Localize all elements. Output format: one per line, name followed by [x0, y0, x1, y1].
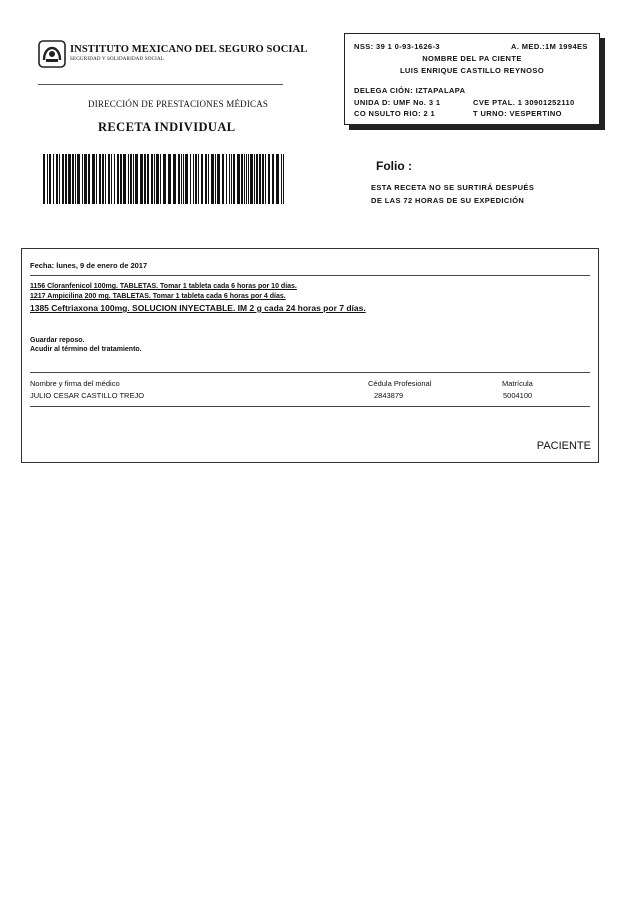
- doctor-name: JULIO CESAR CASTILLO TREJO: [30, 391, 145, 400]
- institution-subtitle: SEGURIDAD Y SOLIDARIDAD SOCIAL: [70, 57, 165, 62]
- barcode-icon: [43, 154, 284, 204]
- medication-item-2: 1217 Ampicilina 200 mg. TABLETAS. Tomar 1 tableta cada 6 horas por 4 días.: [30, 293, 286, 300]
- date-divider: [30, 275, 590, 276]
- patient-name-label: NOMBRE DEL PA CIENTE: [422, 54, 522, 63]
- indication-item-2: Acudir al término del tratamiento.: [30, 346, 142, 353]
- cve-ptal: CVE PTAL. 1 30901252110: [473, 98, 575, 107]
- nss: NSS: 39 1 0-93-1626-3: [354, 42, 440, 51]
- consultorio: CO NSULTO RIO: 2 1: [354, 109, 436, 118]
- document-title: RECETA INDIVIDUAL: [98, 120, 236, 134]
- cedula-value: 2843879: [374, 391, 404, 400]
- folio-label: Folio :: [376, 159, 412, 173]
- warning-line-1: ESTA RECETA NO SE SURTIRÁ DESPUÉS: [371, 183, 535, 192]
- matricula-label: Matrícula: [502, 379, 533, 388]
- matricula-value: 5004100: [503, 391, 533, 400]
- doctor-label: Nombre y firma del médico: [30, 379, 120, 388]
- warning-line-2: DE LAS 72 HORAS DE SU EXPEDICIÓN: [371, 196, 525, 205]
- patient-info-box: [344, 33, 600, 125]
- prescription-date: Fecha: lunes, 9 de enero de 2017: [30, 261, 148, 270]
- prescription-box: [21, 248, 599, 463]
- unidad: UNIDA D: UMF No. 3 1: [354, 98, 441, 107]
- delegacion: DELEGA CIÓN: IZTAPALAPA: [354, 86, 466, 95]
- indication-item-1: Guardar reposo.: [30, 337, 85, 344]
- medico-id: A. MED.:1M 1994ES: [511, 42, 588, 51]
- direction-heading: DIRECCIÓN DE PRESTACIONES MÉDICAS: [88, 99, 269, 109]
- signature-top-divider: [30, 372, 590, 373]
- medication-item-3: 1385 Ceftriaxona 100mg. SOLUCION INYECTABLE. IM 2 g cada 24 horas por 7 días.: [30, 303, 366, 313]
- signature-bottom-divider: [30, 406, 590, 407]
- institution-name: INSTITUTO MEXICANO DEL SEGURO SOCIAL: [70, 44, 308, 55]
- imss-logo-icon: [38, 40, 66, 68]
- header-divider: [38, 84, 283, 85]
- cedula-label: Cédula Profesional: [368, 379, 432, 388]
- patient-name: LUIS ENRIQUE CASTILLO REYNOSO: [399, 66, 545, 75]
- copy-label: PACIENTE: [536, 440, 591, 452]
- turno: T URNO: VESPERTINO: [473, 109, 562, 118]
- medication-item-1: 1156 Cloranfenicol 100mg. TABLETAS. Tomar 1 tableta cada 6 horas por 10 dias.: [30, 283, 297, 290]
